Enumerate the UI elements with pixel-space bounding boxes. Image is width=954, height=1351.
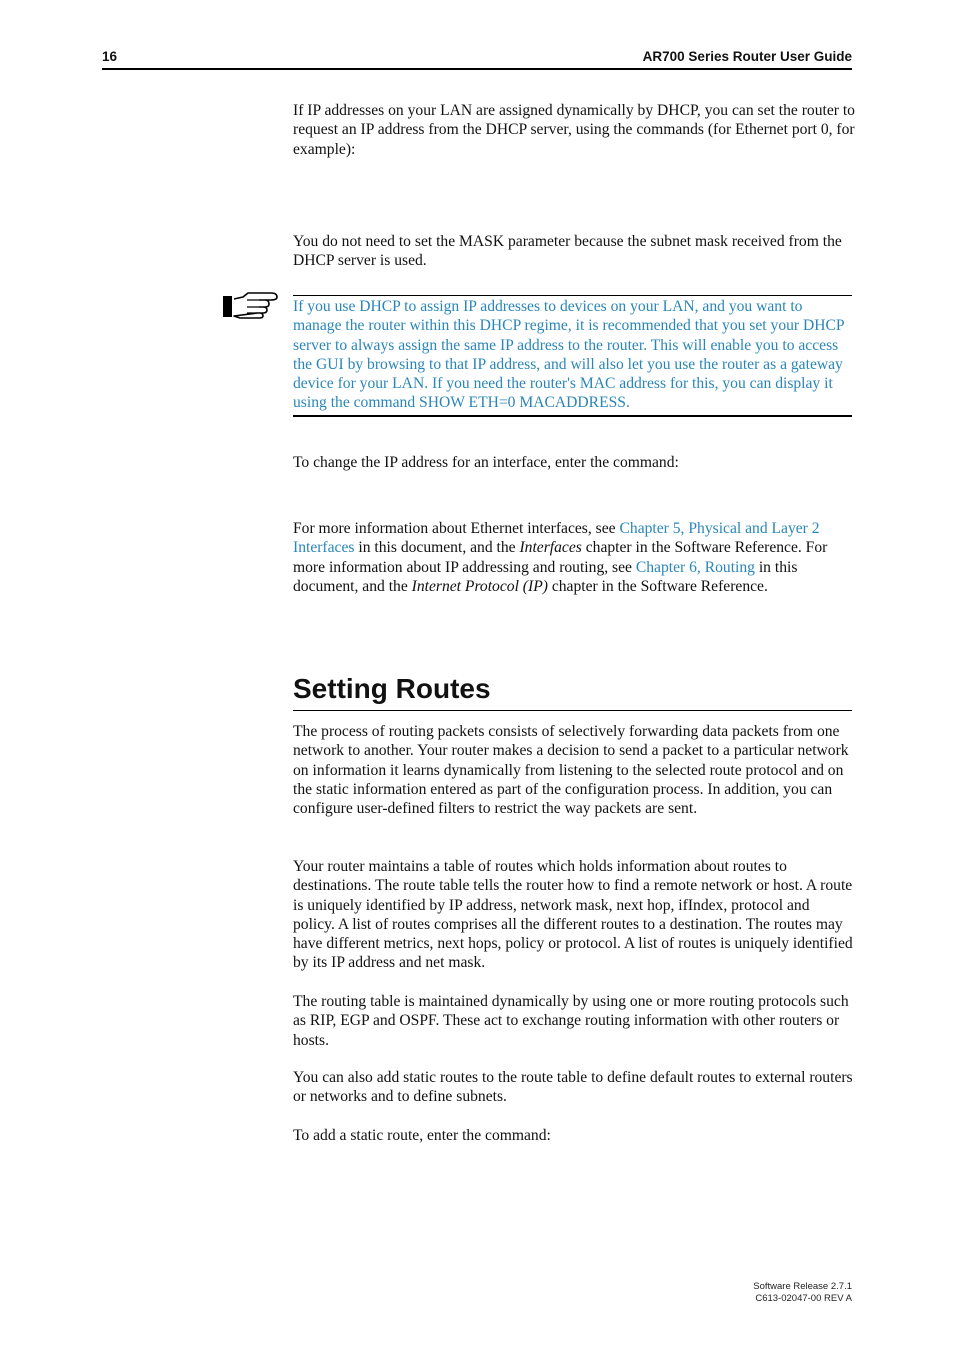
- more-info-paragraph: [293, 519, 855, 596]
- routing-protocols-paragraph: The routing table is maintained dynamically by using one or more routing protocols such as RIP, EGP and OSPF. These act to exchange routing information with other routers or hosts.: [293, 993, 849, 1049]
- document-id: C613-02047-00 REV A: [755, 1292, 852, 1304]
- pointing-hand-icon: [221, 290, 279, 320]
- more-info-text-1: For more information about Ethernet interfaces, see: [293, 520, 620, 537]
- page-header: [102, 48, 852, 70]
- interfaces-title: Interfaces: [519, 539, 582, 557]
- software-release: Software Release 2.7.1: [753, 1281, 852, 1292]
- ip-chapter-title: Internet Protocol (IP): [411, 577, 548, 595]
- change-ip-paragraph: To change the IP address for an interface, enter the command:: [293, 454, 679, 471]
- note-box: [293, 295, 852, 417]
- dhcp-intro-paragraph: If IP addresses on your LAN are assigned dynamically by DHCP, you can set the router to request an IP address from the DHCP server, using the commands (for Ethernet port 0, for example):: [293, 102, 855, 158]
- static-routes-paragraph: You can also add static routes to the route table to define default routes to external routers or networks and to define subnets.: [293, 1069, 853, 1106]
- more-info-text-5: chapter in the Software Reference.: [547, 577, 768, 595]
- chapter-5-link[interactable]: Chapter 5, Physical and Layer 2 Interfaces: [293, 520, 820, 557]
- page-number: 16: [102, 49, 118, 64]
- more-info-text-2: in this document, and the: [354, 539, 520, 557]
- guide-title: AR700 Series Router User Guide: [642, 49, 852, 64]
- page-footer: [753, 1281, 852, 1304]
- route-table-paragraph: Your router maintains a table of routes which holds information about routes to destinations. The route table tells the router how to find a remote network or host. A route is uniquely identified by IP address, network mask, next hop, ifIndex, protocol and policy. A list of routes comprises all the different routes to a destination. The routes may have different metrics, next hops, policy or protocol. A list of routes is uniquely identified by its IP address and net mask.: [293, 858, 853, 972]
- section-heading: Setting Routes: [293, 670, 852, 711]
- more-info-text-4: in this document, and the: [293, 558, 798, 595]
- chapter-6-link[interactable]: Chapter 6, Routing: [635, 558, 755, 576]
- note-text: If you use DHCP to assign IP addresses to devices on your LAN, and you want to manage the router within this DHCP regime, it is recommended that you set your DHCP server to always assign the same IP address to the router. This will enable you to access the GUI by browsing to that IP address, and will also let you use the router as a gateway device for your LAN. If you need the router's MAC address for this, you can display it using the command SHOW ETH=0 MACADDRESS.: [293, 298, 845, 412]
- mask-note-paragraph: You do not need to set the MASK parameter because the subnet mask received from the DHCP server is used.: [293, 233, 842, 270]
- more-info-text-3: chapter in the Software Reference. For more information about IP addressing and routing, see: [293, 539, 828, 576]
- routing-process-paragraph: The process of routing packets consists of selectively forwarding data packets from one network to another. Your router makes a decision to send a packet to a particular network on information it learns dynamically from listening to the selected route protocol and on the static information entered as part of the configuration process. In addition, you can configure user-defined filters to restrict the way packets are sent.: [293, 723, 849, 818]
- add-static-paragraph: To add a static route, enter the command:: [293, 1127, 551, 1144]
